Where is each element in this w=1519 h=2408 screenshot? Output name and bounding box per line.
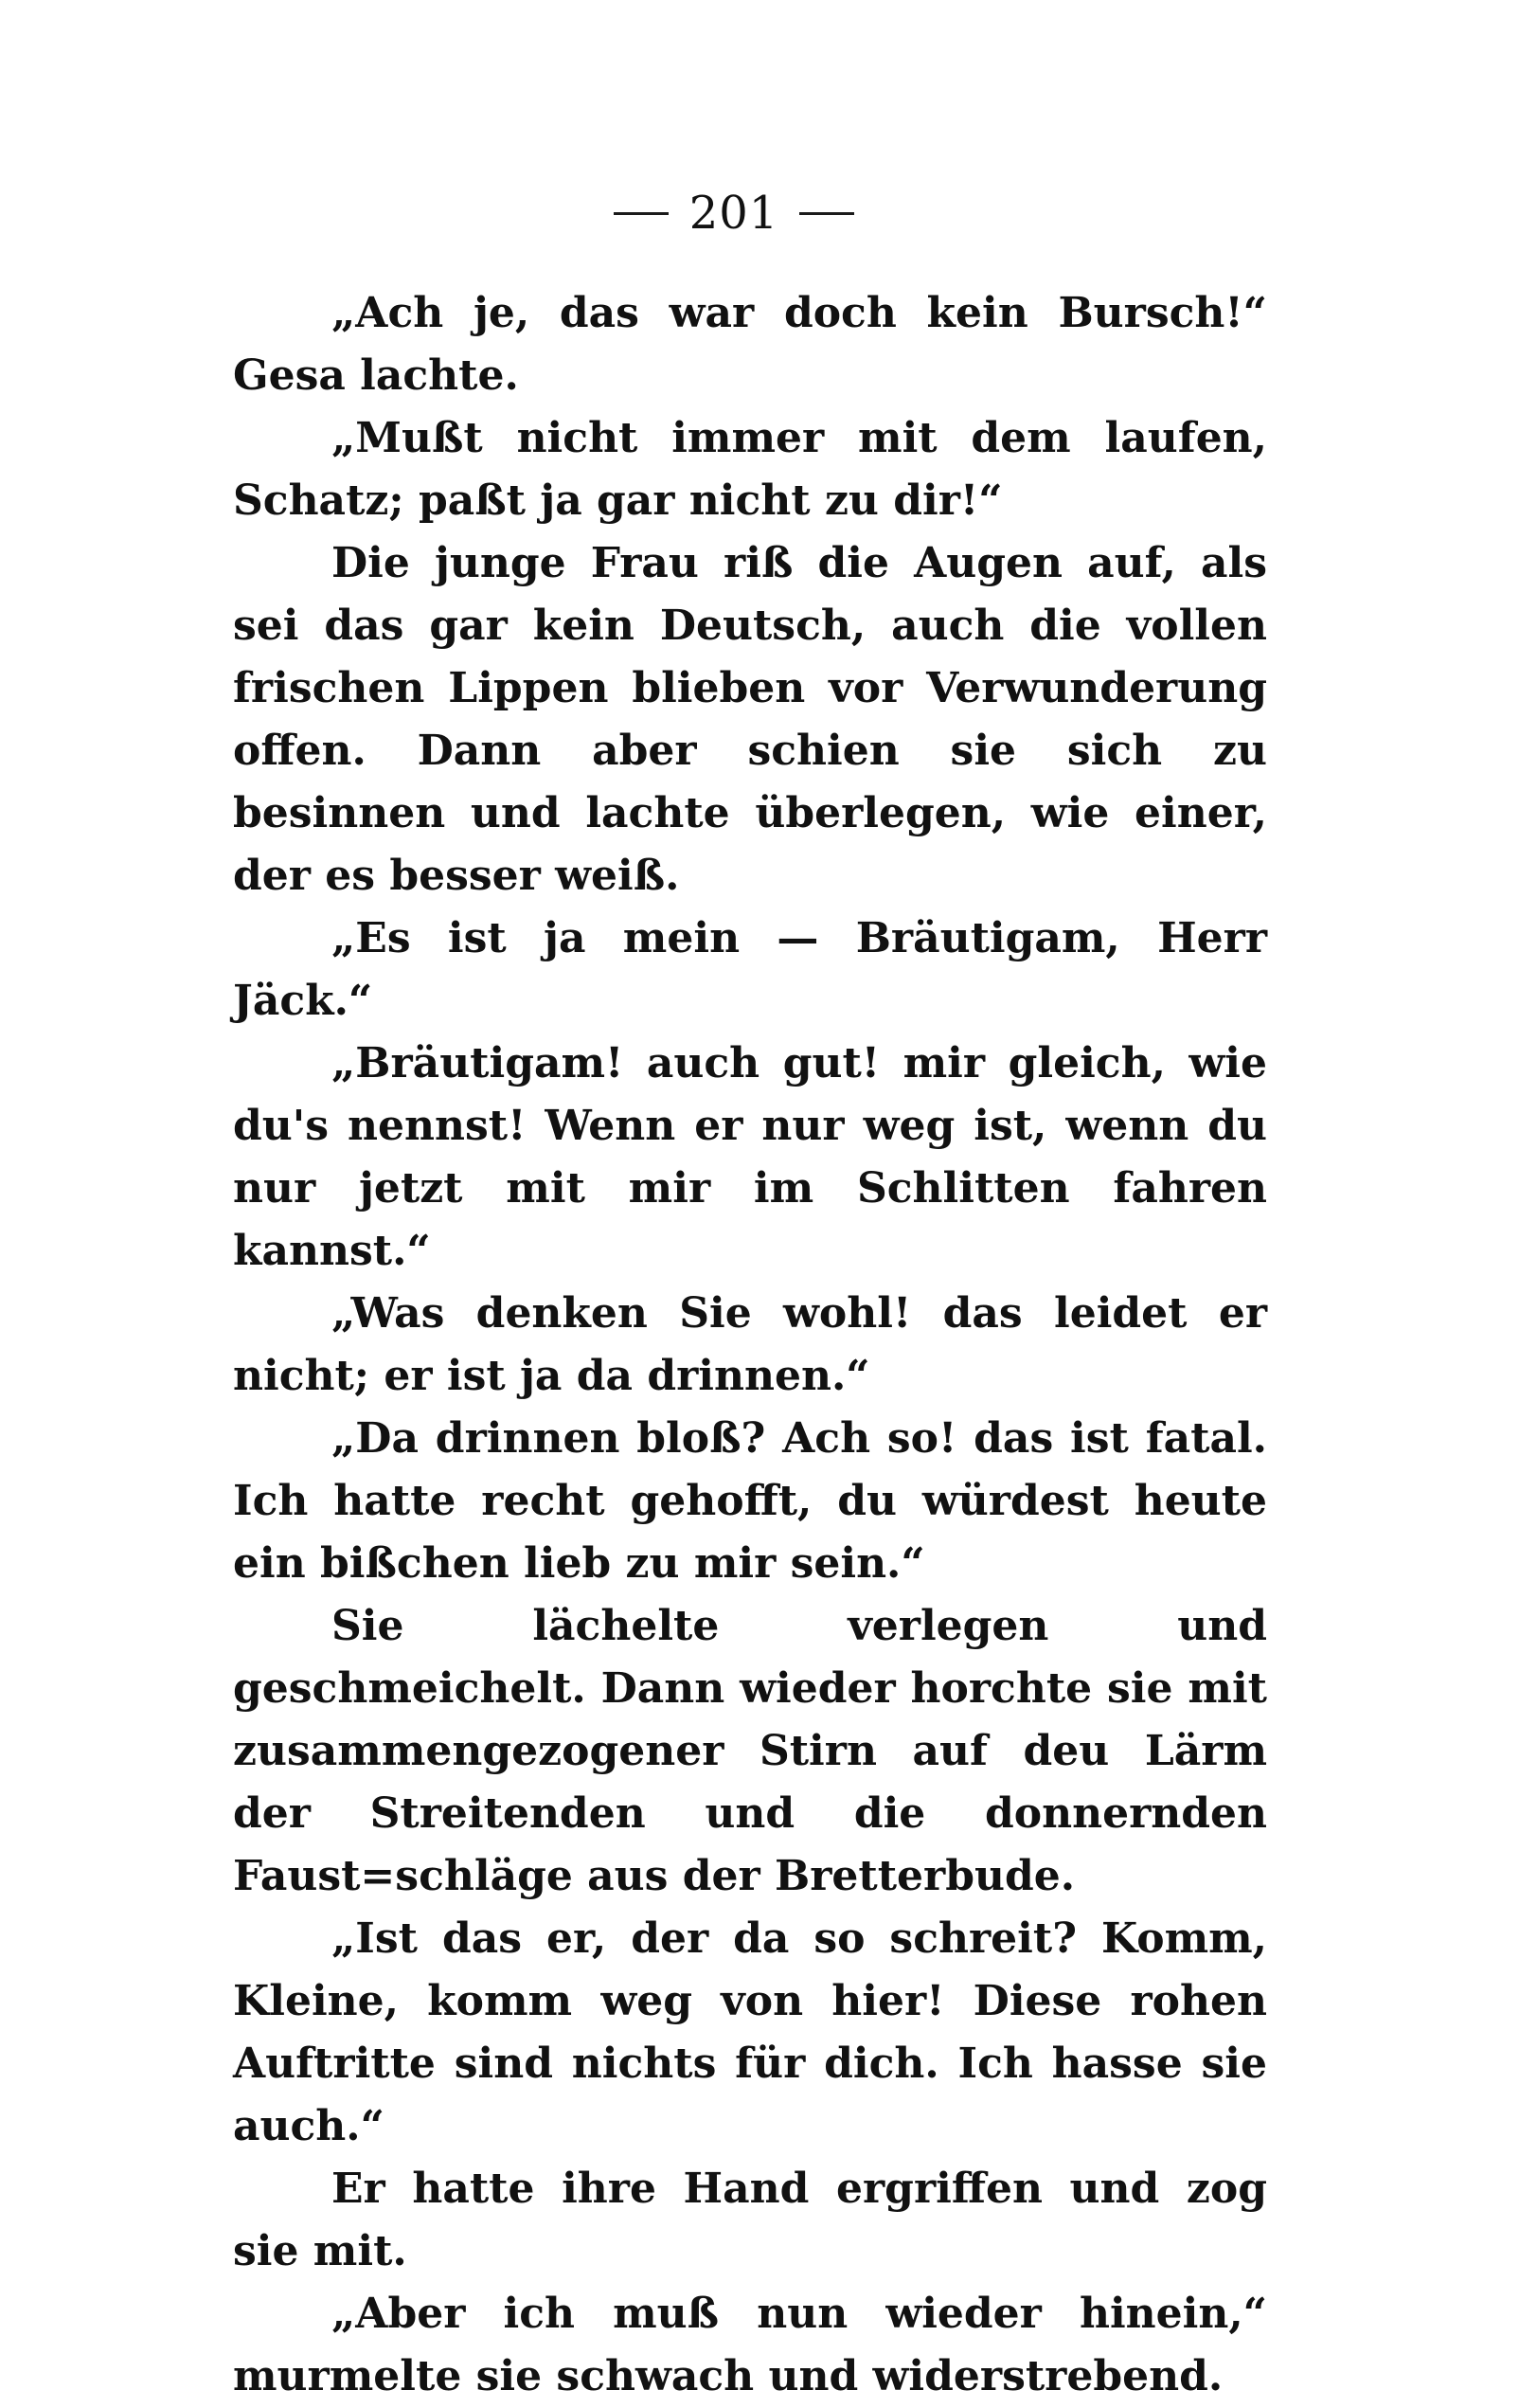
paragraph: Die junge Frau riß die Augen auf, als sei das gar kein Deutsch, auch die vollen frischen Lippen blieben vor Verwunderung offen. Dann aber schien sie sich zu besinnen und lachte überlegen, wie einer, der es besser weiß. [233, 539, 1267, 900]
paragraph: Er hatte ihre Hand ergriffen und zog sie mit. [233, 2165, 1267, 2275]
paragraph: „Mußt nicht immer mit dem laufen, Schatz; paßt ja gar nicht zu dir!“ [233, 414, 1267, 525]
paragraph: „Bräutigam! auch gut! mir gleich, wie du's nennst! Wenn er nur weg ist, wenn du nur jetzt mit mir im Schlitten fahren kannst.“ [233, 1039, 1267, 1275]
paragraph: „Aber ich muß nun wieder hinein,“ murmelte sie schwach und widerstrebend. [233, 2290, 1267, 2400]
header-dash-right [799, 212, 854, 215]
paragraph: „Ach je, das war doch kein Bursch!“ Gesa lachte. [233, 289, 1267, 400]
paragraph: Sie lächelte verlegen und geschmeichelt. Dann wieder horchte sie mit zusammengezogener Stirn auf deu Lärm der Streitenden und die donnernden Faust=schläge aus der Bretterbude. [233, 1602, 1267, 1900]
body-text [233, 282, 1267, 2408]
page-header [568, 180, 900, 246]
paragraph: „Da drinnen bloß? Ach so! das ist fatal. Ich hatte recht gehofft, du würdest heute ein bißchen lieb zu mir sein.“ [233, 1414, 1267, 1588]
header-dash-left [614, 212, 669, 215]
paragraph: „Was denken Sie wohl! das leidet er nicht; er ist ja da drinnen.“ [233, 1289, 1267, 1400]
paragraph: „Es ist ja mein — Bräutigam, Herr Jäck.“ [233, 914, 1267, 1025]
paragraph: „Ist das er, der da so schreit? Komm, Kleine, komm weg von hier! Diese rohen Auftritte sind nichts für dich. Ich hasse sie auch.“ [233, 1914, 1267, 2150]
page-number: 201 [688, 187, 779, 240]
